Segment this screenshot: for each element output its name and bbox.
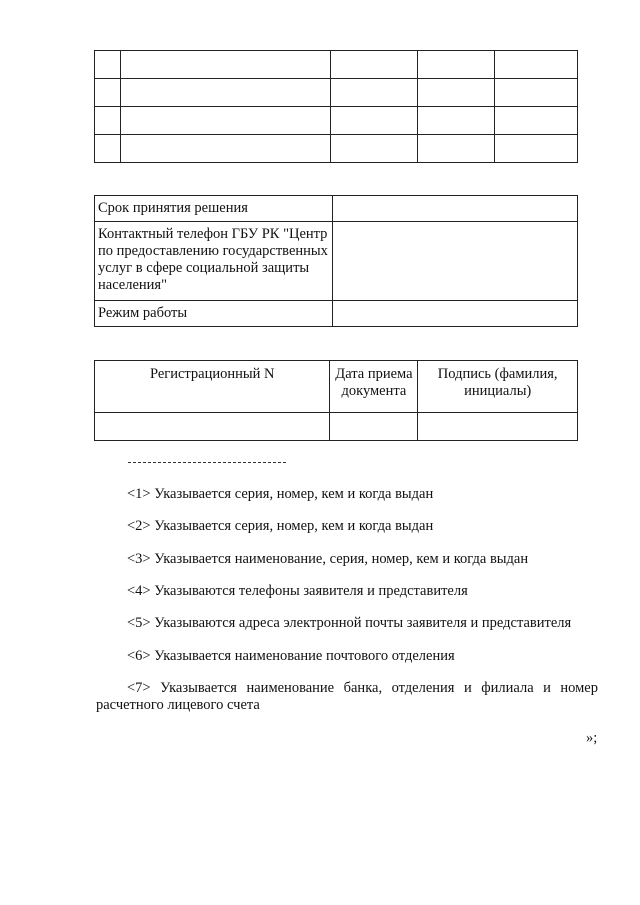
table-row — [95, 107, 578, 135]
table-row — [95, 79, 578, 107]
header-receipt-date: Дата приема документа — [330, 361, 418, 413]
table-row — [95, 413, 578, 441]
info-label: Срок принятия решения — [95, 196, 333, 222]
footnote-3: <3> Указывается наименование, серия, номер, кем и когда выдан — [127, 551, 529, 567]
info-label: Режим работы — [95, 301, 333, 327]
info-table — [94, 195, 578, 327]
info-value — [333, 222, 578, 301]
info-value — [333, 196, 578, 222]
info-row-deadline — [95, 196, 578, 222]
footnote-7: <7> Указывается наименование банка, отделения и филиала и номер расчетного лицевого счета — [96, 680, 598, 713]
info-row-phone — [95, 222, 578, 301]
info-row-hours — [95, 301, 578, 327]
registration-table — [94, 360, 578, 441]
footnote-6: <6> Указывается наименование почтового отделения — [127, 648, 455, 664]
table-row — [95, 51, 578, 79]
info-value — [333, 301, 578, 327]
footnote-4: <4> Указываются телефоны заявителя и представителя — [127, 583, 468, 599]
table-header-row — [95, 361, 578, 413]
header-reg-number: Регистрационный N — [95, 361, 330, 413]
footnote-2: <2> Указывается серия, номер, кем и когда выдан — [127, 518, 434, 534]
separator-line — [128, 462, 286, 463]
footnote-1: <1> Указывается серия, номер, кем и когда выдан — [127, 486, 434, 502]
empty-grid-table — [94, 50, 578, 163]
info-label: Контактный телефон ГБУ РК "Центр по предоставлению государственных услуг в сфере социальной защиты населения" — [95, 222, 333, 301]
footnote-5: <5> Указываются адреса электронной почты заявителя и представителя — [127, 615, 572, 631]
table-row — [95, 135, 578, 163]
closing-mark: »; — [586, 730, 598, 746]
header-signature: Подпись (фамилия, инициалы) — [418, 361, 578, 413]
